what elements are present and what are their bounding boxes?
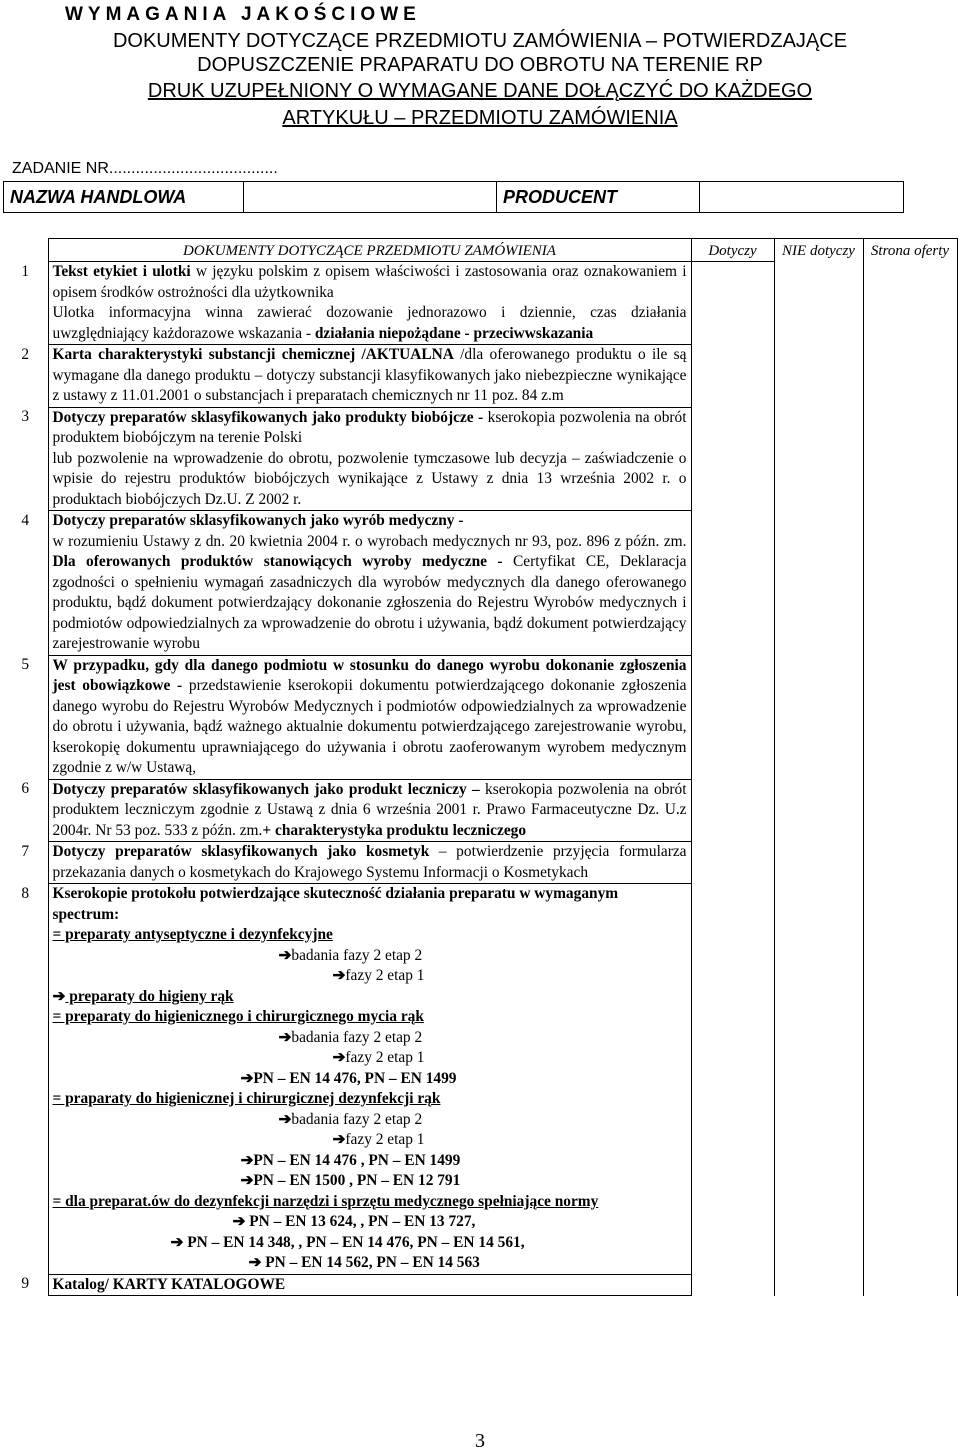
names-table (3, 181, 904, 213)
row-paragraph (53, 303, 687, 344)
row-5-strona-oferty-cell[interactable] (863, 655, 957, 779)
bold-text: Dla oferowanych produktów stanowiących wyroby medyczne - (52, 553, 503, 570)
bold-text: Dotyczy preparatów sklasyfikowanych jako produkty biobójcze - (52, 408, 484, 426)
row-7-strona-oferty-cell[interactable] (863, 842, 957, 884)
header-dokumenty: DOKUMENTY DOTYCZĄCE PRZEDMIOTU ZAMÓWIENIA (48, 239, 691, 262)
row-5-dotyczy-cell[interactable] (691, 655, 774, 779)
plain-text: badania fazy 2 etap 2 (291, 1028, 423, 1046)
row-text (48, 884, 691, 1275)
row-text (48, 511, 691, 656)
row-number: 6 (3, 779, 48, 842)
row-text (48, 1274, 691, 1296)
row-7-nie-dotyczy-cell[interactable] (774, 842, 863, 884)
header-num-cell (3, 239, 48, 262)
row-paragraph (53, 1007, 687, 1028)
page-number: 3 (475, 1430, 485, 1452)
plain-text: badania fazy 2 etap 2 (291, 946, 423, 964)
row-4-dotyczy-cell[interactable] (691, 511, 774, 656)
table-row (3, 407, 957, 511)
row-paragraph (53, 1212, 687, 1233)
bold-text: Kserokopie protokołu potwierdzające skuteczność działania preparatu w wymaganym spectrum: (52, 885, 619, 923)
arrow-icon: ➔ (278, 1110, 292, 1128)
bold-text: + charakterystyka produktu leczniczego (262, 821, 527, 839)
table-row (3, 345, 957, 408)
header-line-1: DOKUMENTY DOTYCZĄCE PRZEDMIOTU ZAMÓWIENIA – POTWIERDZAJĄCE (112, 30, 848, 52)
row-1-nie-dotyczy-cell[interactable] (774, 262, 863, 345)
bold-text: Dotyczy preparatów sklasyfikowanych jako produkt leczniczy – (52, 780, 480, 798)
header-dotyczy: Dotyczy (691, 239, 774, 262)
row-paragraph (53, 449, 687, 511)
arrow-icon: ➔ (240, 1172, 254, 1189)
documents-table (3, 238, 958, 1296)
row-number: 2 (3, 345, 48, 408)
plain-text: fazy 2 etap 1 (345, 1049, 425, 1066)
row-8-strona-oferty-cell[interactable] (863, 884, 957, 1275)
arrow-icon: ➔ (332, 967, 346, 984)
bold-text: W przypadku, gdy dla danego podmiotu w stosunku do danego wyrobu dokonanie zgłoszenia jest obowiązkowe - (52, 656, 687, 694)
arrow-icon: ➔ (232, 1213, 246, 1230)
underlined-heading: = preparaty do higienicznego i chirurgicznego mycia rąk (52, 1008, 424, 1025)
table-row (3, 779, 957, 842)
header-line-3 (0, 79, 960, 103)
plain-text: kserokopia pozwolenia na obrót produktem biobójczym na terenie Polski (52, 408, 687, 446)
bold-text: PN – EN 13 624, , PN – EN 13 727, (245, 1213, 476, 1230)
bold-text: Tekst etykiet i ulotki (52, 263, 191, 280)
row-4-nie-dotyczy-cell[interactable] (774, 511, 863, 656)
row-paragraph (53, 1069, 687, 1090)
bold-text: PN – EN 14 348, , PN – EN 14 476, PN – EN 14 561, (183, 1233, 525, 1251)
row-paragraph (53, 262, 687, 303)
plain-text: Ulotka informacyjna winna zawierać dozowanie jednorazowo i dziennie, czas działania uwzględniający każdorazowe wskazania - (52, 304, 687, 342)
header-line-4 (0, 106, 960, 130)
row-number: 3 (3, 407, 48, 511)
row-7-dotyczy-cell[interactable] (691, 842, 774, 884)
row-3-dotyczy-cell[interactable] (691, 407, 774, 511)
row-3-strona-oferty-cell[interactable] (863, 407, 957, 511)
bold-text: działania niepożądane - przeciwwskazania (314, 324, 594, 342)
nazwa-handlowa-value[interactable] (244, 182, 497, 213)
row-paragraph (53, 1130, 687, 1151)
row-6-nie-dotyczy-cell[interactable] (774, 779, 863, 842)
row-text (48, 262, 691, 345)
row-paragraph (53, 925, 687, 946)
plain-text: kserokopia pozwolenia na obrót produktem leczniczym zgodnie z Ustawą z dnia 6 września 2001 r. Prawo Farmaceutyczne Dz. U.z 2004r. Nr 53 poz. 533 z późn. zm. (52, 780, 687, 839)
row-8-dotyczy-cell[interactable] (691, 884, 774, 1275)
row-6-strona-oferty-cell[interactable] (863, 779, 957, 842)
plain-text: przedstawienie kserokopii dokumentu potwierdzającego dokonanie zgłoszenia danego wyrobu do Rejestru Wyrobów Medycznych i podmiotów odpowiedzialnych za wprowadzenie do obrotu i używania, bądź ważnego aktualnie dokumentu potwierdzającego zarejestrowanie wyrobu, kserokopię dokumentu uprawniającego do używania i obrotu zaoferowanym wyrobem medycznym zgodnie z w/w Ustawą, (52, 677, 687, 776)
producent-label: PRODUCENT (497, 182, 700, 213)
arrow-icon: ➔ (240, 1151, 254, 1169)
row-number: 9 (3, 1274, 48, 1296)
banner-title: WYMAGANIA JAKOŚCIOWE (65, 4, 421, 25)
underlined-heading: = preparaty antyseptyczne i dezynfekcyjne (52, 926, 333, 943)
row-paragraph (53, 656, 687, 779)
plain-text: badania fazy 2 etap 2 (291, 1110, 423, 1128)
row-paragraph (53, 966, 687, 987)
row-number: 8 (3, 884, 48, 1275)
table-row (3, 511, 957, 656)
bold-text: PN – EN 14 476 , PN – EN 1499 (253, 1151, 461, 1169)
row-paragraph (53, 884, 687, 925)
bold-text: Karta charakterystyki substancji chemicznej /AKTUALNA (52, 346, 454, 363)
plain-text: /dla oferowanego produktu o ile są wymagane dla danego produktu – dotyczy substancji klasyfikowanych jako niebezpieczne wynikające z ustawy z 11.01.2001 o substancjach i preparatach chemicznych nr 11 poz. 84 z.m (52, 346, 687, 404)
row-number: 1 (3, 262, 48, 345)
plain-text: w języku polskim z opisem właściwości i zastosowania oraz oznakowaniem i opisem środków ostrożności dla użytkownika (52, 263, 687, 301)
table-header-row (3, 239, 957, 262)
row-6-dotyczy-cell[interactable] (691, 779, 774, 842)
header-line-2: DOPUSZCZENIE PRAPARATU DO OBROTU NA TERENIE RP (197, 54, 763, 76)
row-number: 5 (3, 655, 48, 779)
row-paragraph (53, 1110, 687, 1131)
plain-text: fazy 2 etap 1 (345, 1131, 425, 1148)
row-text (48, 345, 691, 408)
bold-text: Dotyczy preparatów sklasyfikowanych jako kosmetyk (52, 843, 430, 860)
bold-text: PN – EN 1500 , PN – EN 12 791 (253, 1172, 461, 1189)
row-2-strona-oferty-cell[interactable] (863, 345, 957, 408)
nazwa-handlowa-label: NAZWA HANDLOWA (4, 182, 244, 213)
bold-text: Dotyczy preparatów sklasyfikowanych jako wyrób medyczny - (52, 512, 464, 529)
row-1-strona-oferty-cell[interactable] (863, 262, 957, 345)
bold-text: PN – EN 14 476, PN – EN 1499 (253, 1069, 457, 1087)
row-text (48, 655, 691, 779)
arrow-icon: ➔ (278, 946, 292, 964)
row-5-nie-dotyczy-cell[interactable] (774, 655, 863, 779)
row-paragraph (53, 1048, 687, 1069)
arrow-icon: ➔ (248, 1254, 262, 1271)
row-paragraph (53, 946, 687, 967)
row-paragraph (53, 1089, 687, 1110)
row-9-nie-dotyczy-cell[interactable] (774, 1274, 863, 1296)
bold-text: PN – EN 14 562, PN – EN 14 563 (261, 1254, 480, 1271)
arrow-icon: ➔ (332, 1049, 346, 1066)
plain-text: fazy 2 etap 1 (345, 967, 425, 984)
row-4-strona-oferty-cell[interactable] (863, 511, 957, 656)
row-paragraph (53, 511, 687, 532)
row-paragraph (53, 780, 687, 842)
table-row (3, 1274, 957, 1296)
row-text (48, 407, 691, 511)
row-paragraph (53, 842, 687, 883)
row-paragraph (53, 1171, 687, 1192)
plain-text: Certyfikat CE, Deklaracja zgodności o spełnieniu wymagań zasadniczych dla wyrobów medycznych dla danego oferowanego produktu, bądź dokument potwierdzający dokonanie zgłoszenia do Rejestru Wyrobów medycznych i podmiotów odpowiedzialnych za wprowadzenie do obrotu i używania, bądź dokument potwierdzający zarejestrowanie wyrobu (52, 553, 687, 652)
arrow-icon: ➔ (240, 1069, 254, 1087)
header-line-4-text: ARTYKUŁU – PRZEDMIOTU ZAMÓWIENIA (282, 107, 678, 129)
row-paragraph (53, 532, 687, 655)
row-2-dotyczy-cell[interactable] (691, 345, 774, 408)
plain-text: w rozumieniu Ustawy z dn. 20 kwietnia 2004 r. o wyrobach medycznych nr 93, poz. 896 z późn. zm. (52, 532, 687, 550)
table-row (3, 884, 957, 1275)
bold-text: Katalog/ KARTY KATALOGOWE (52, 1275, 286, 1293)
underlined-heading: = dla preparat.ów do dezynfekcji narzędzi i sprzętu medycznego spełniające normy (52, 1192, 599, 1210)
row-number: 7 (3, 842, 48, 884)
arrow-icon: ➔ (278, 1028, 292, 1046)
row-paragraph (53, 1192, 687, 1213)
arrow-icon: ➔ (170, 1233, 184, 1251)
row-paragraph (53, 1253, 687, 1274)
plain-text: lub pozwolenie na wprowadzenie do obrotu, pozwolenie tymczasowe lub decyzja – zaświadczenie o wpisie do rejestru produktów biobójczych wynikające z Ustawy z dnia 13 września 2002 r. o produktach biobójczych Dz.U. Z 2002 r. (52, 449, 687, 508)
row-9-dotyczy-cell[interactable] (691, 1274, 774, 1296)
plain-text: – potwierdzenie przyjęcia formularza przekazania danych o kosmetykach do Krajowego Systemu Informacji o Kosmetykach (52, 843, 687, 881)
table-row (3, 655, 957, 779)
row-text (48, 779, 691, 842)
row-paragraph (53, 1028, 687, 1049)
underlined-heading: = praparaty do higienicznej i chirurgicznej dezynfekcji rąk (52, 1090, 441, 1107)
table-row (3, 262, 957, 345)
header-nie-dotyczy: NIE dotyczy (774, 239, 863, 262)
table-row (3, 842, 957, 884)
row-paragraph (53, 345, 687, 407)
table-body (3, 262, 957, 1296)
row-paragraph (53, 408, 687, 449)
row-3-nie-dotyczy-cell[interactable] (774, 407, 863, 511)
row-8-nie-dotyczy-cell[interactable] (774, 884, 863, 1275)
zadanie-nr: ZADANIE NR...................................... (12, 160, 278, 177)
arrow-icon: ➔ (52, 987, 66, 1005)
row-paragraph (53, 1233, 687, 1254)
row-text (48, 842, 691, 884)
header-strona-oferty: Strona oferty (863, 239, 957, 262)
row-2-nie-dotyczy-cell[interactable] (774, 345, 863, 408)
row-9-strona-oferty-cell[interactable] (863, 1274, 957, 1296)
row-paragraph (53, 987, 687, 1008)
row-number: 4 (3, 511, 48, 656)
row-paragraph (53, 1151, 687, 1172)
arrow-icon: ➔ (332, 1131, 346, 1148)
header-line-3-text: DRUK UZUPEŁNIONY O WYMAGANE DANE DOŁĄCZYĆ DO KAŻDEGO (147, 80, 813, 102)
row-1-dotyczy-cell[interactable] (691, 262, 774, 345)
producent-value[interactable] (700, 182, 904, 213)
underlined-heading: preparaty do higieny rąk (65, 987, 234, 1005)
